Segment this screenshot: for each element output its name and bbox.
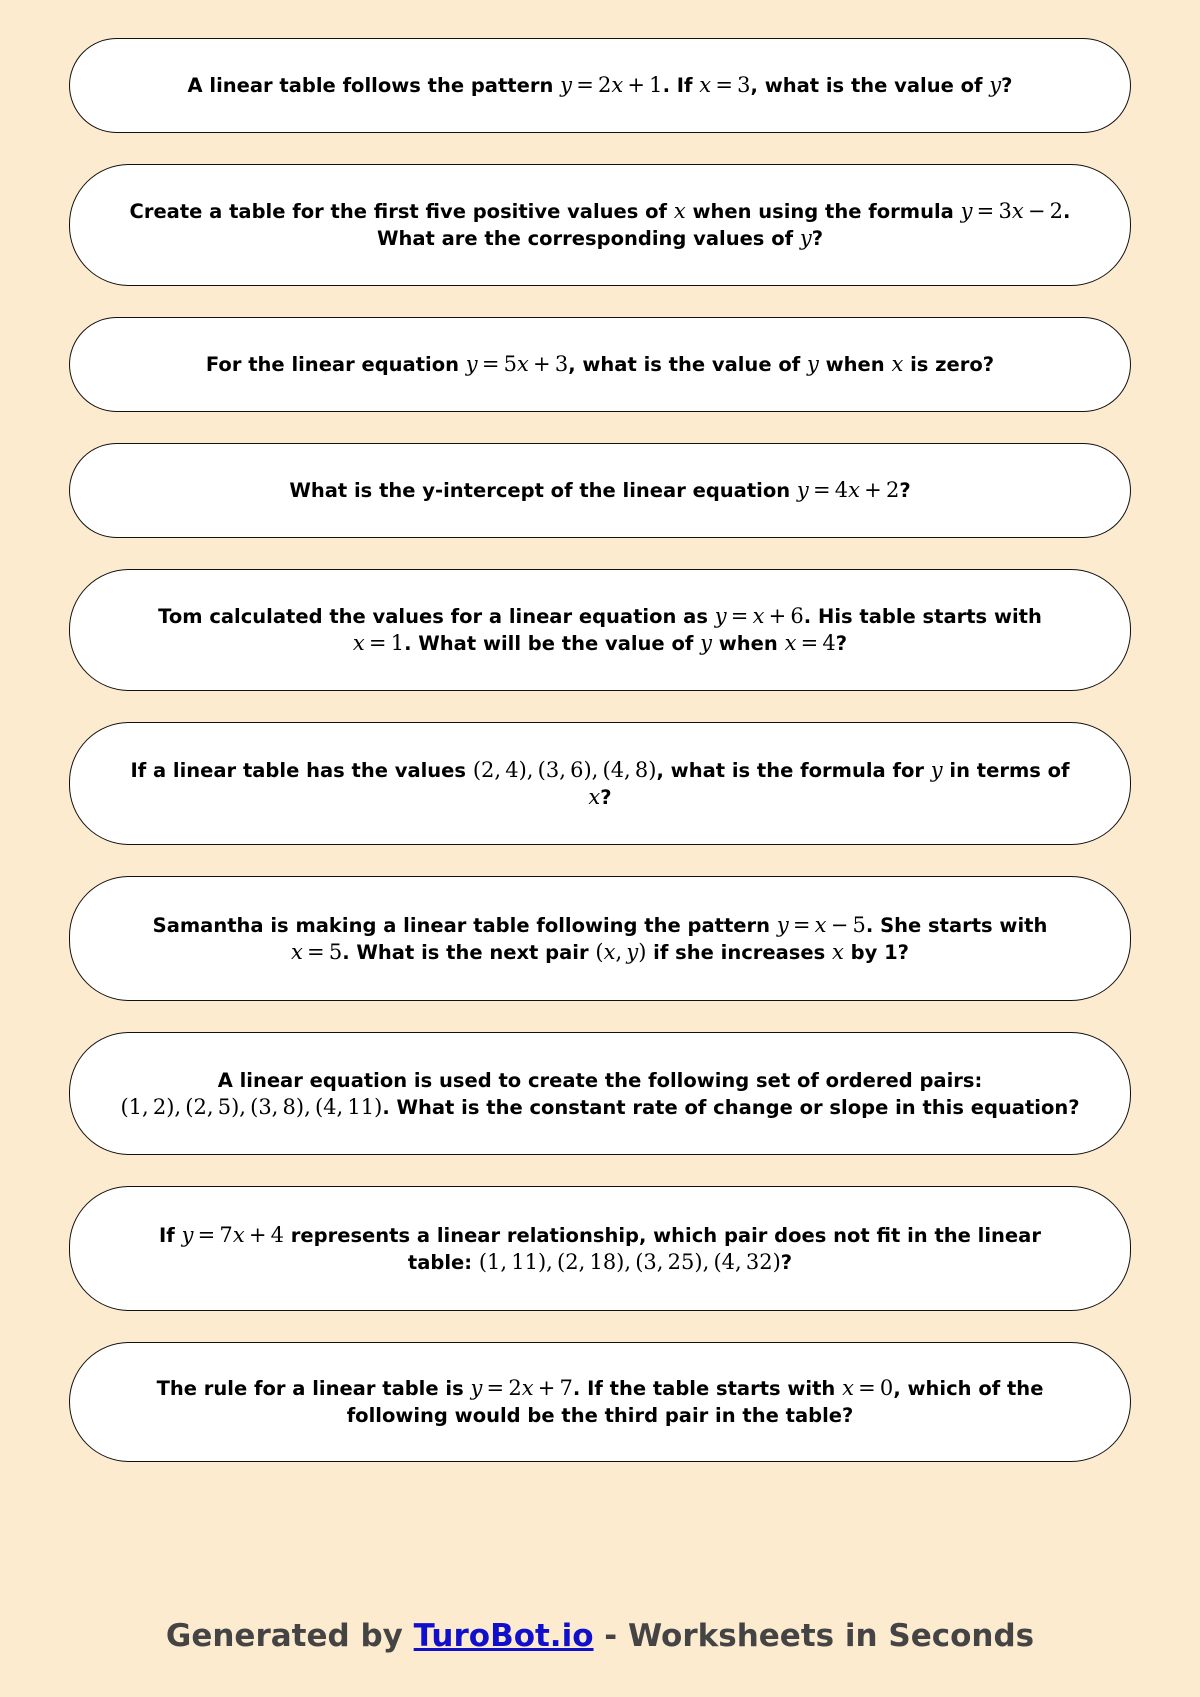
question-text-line	[377, 225, 823, 252]
question-text-line	[408, 1249, 792, 1276]
question-text: ?	[780, 1250, 793, 1274]
question-text: . What will be the value of	[404, 632, 701, 655]
footer-prefix: Generated by	[165, 1618, 414, 1654]
math-expression: y	[930, 757, 943, 782]
question-text: when	[712, 632, 785, 655]
question-card-5	[69, 569, 1131, 691]
question-text: What is the y-intercept of the linear equation	[289, 479, 797, 502]
math-expression: y = 4x + 2	[796, 478, 900, 502]
question-text-line	[347, 1402, 854, 1429]
math-expression: y = 5x + 3	[465, 352, 569, 376]
question-text: if she increases	[646, 940, 832, 964]
math-expression: y = 7x + 4	[181, 1222, 285, 1247]
question-text-line	[158, 603, 1042, 630]
turobot-link[interactable]: TuroBot.io	[413, 1618, 594, 1654]
math-expression: x	[588, 784, 601, 809]
math-expression: (1, 2), (2, 5), (3, 8), (4, 11)	[120, 1094, 383, 1119]
question-text: A linear equation is used to create the following set of ordered pairs:	[217, 1068, 983, 1092]
question-text: . His table starts with	[803, 605, 1042, 628]
question-card-9	[69, 1186, 1131, 1311]
question-text: . She starts with	[865, 913, 1048, 937]
question-card-8	[69, 1032, 1131, 1155]
math-expression: (2, 4), (3, 6), (4, 8)	[472, 757, 657, 782]
footer	[0, 1618, 1200, 1654]
math-expression: x = 5	[291, 939, 343, 964]
math-expression: y	[989, 73, 1002, 97]
math-expression: x	[832, 939, 844, 964]
question-text: . If the table starts with	[572, 1377, 843, 1400]
question-text: . What is the constant rate of change or slope in this equation?	[382, 1095, 1080, 1119]
question-text: in terms of	[942, 758, 1070, 782]
math-expression: y = x − 5	[776, 912, 866, 937]
question-text-line	[291, 939, 909, 966]
question-card-7	[69, 876, 1131, 1001]
math-expression: y = 2x + 1	[560, 73, 663, 97]
math-expression: y	[807, 352, 819, 376]
math-expression: x	[673, 199, 686, 223]
question-text: ?	[1001, 74, 1013, 97]
question-text-line	[588, 784, 611, 811]
math-expression: (1, 11), (2, 18), (3, 25), (4, 32)	[478, 1249, 781, 1274]
math-expression: x = 3	[699, 73, 751, 97]
math-expression: x = 0	[842, 1376, 894, 1400]
question-text: , what is the value of	[568, 353, 807, 376]
question-text-line	[289, 477, 910, 504]
question-text: A linear table follows the pattern	[187, 74, 561, 97]
math-expression: x	[891, 352, 904, 376]
question-text: when	[818, 353, 892, 376]
question-text: is zero?	[903, 353, 995, 376]
math-expression: y = 3x − 2	[960, 199, 1064, 223]
question-text-line	[206, 351, 994, 378]
question-text-line	[159, 1222, 1041, 1249]
question-card-2	[69, 164, 1131, 286]
question-card-3	[69, 317, 1131, 412]
math-expression: x = 1	[352, 631, 405, 655]
question-card-1	[69, 38, 1131, 133]
question-text-line	[130, 198, 1071, 225]
question-card-10	[69, 1342, 1131, 1462]
question-text: represents a linear relationship, which pair does not fit in the linear	[284, 1223, 1041, 1247]
question-text: by 1?	[843, 940, 909, 964]
math-expression: (x, y)	[595, 939, 647, 964]
question-text-line	[218, 1067, 983, 1094]
question-text: Samantha is making a linear table following the pattern	[152, 913, 777, 937]
question-text-line	[120, 1094, 1079, 1121]
math-expression: y	[700, 631, 712, 655]
question-text: . If	[662, 74, 700, 97]
math-expression: x = 4	[784, 631, 836, 655]
math-expression: y = 2x + 7	[470, 1376, 573, 1400]
question-text: , what is the value of	[750, 74, 990, 97]
question-text: , which of the	[893, 1377, 1044, 1400]
question-text: . What is the next pair	[342, 940, 596, 964]
math-expression: y	[799, 226, 812, 250]
question-text: following would be the third pair in the table?	[346, 1404, 854, 1427]
question-text: Tom calculated the values for a linear equation as	[158, 605, 715, 628]
question-text: For the linear equation	[205, 353, 466, 376]
question-text: ?	[835, 632, 848, 655]
question-text: , what is the formula for	[656, 758, 931, 782]
question-text: when using the formula	[685, 200, 961, 223]
question-text: ?	[811, 227, 824, 250]
footer-suffix: - Worksheets in Seconds	[593, 1618, 1035, 1654]
question-text: ?	[899, 479, 911, 502]
question-text: ?	[600, 785, 612, 809]
question-card-6	[69, 722, 1131, 845]
question-text: What are the corresponding values of	[376, 227, 800, 250]
question-text: .	[1063, 200, 1071, 223]
question-text-line	[157, 1375, 1044, 1402]
question-text-line	[353, 630, 847, 657]
question-text-line	[188, 72, 1013, 99]
question-card-4	[69, 443, 1131, 538]
question-text-line	[130, 757, 1069, 784]
question-text: If	[159, 1223, 182, 1247]
question-text-line	[153, 912, 1048, 939]
question-text: table:	[407, 1250, 479, 1274]
question-text: If a linear table has the values	[130, 758, 473, 782]
math-expression: y = x + 6	[714, 604, 804, 628]
question-text: Create a table for the first five positive values of	[129, 200, 674, 223]
question-text: The rule for a linear table is	[156, 1377, 471, 1400]
